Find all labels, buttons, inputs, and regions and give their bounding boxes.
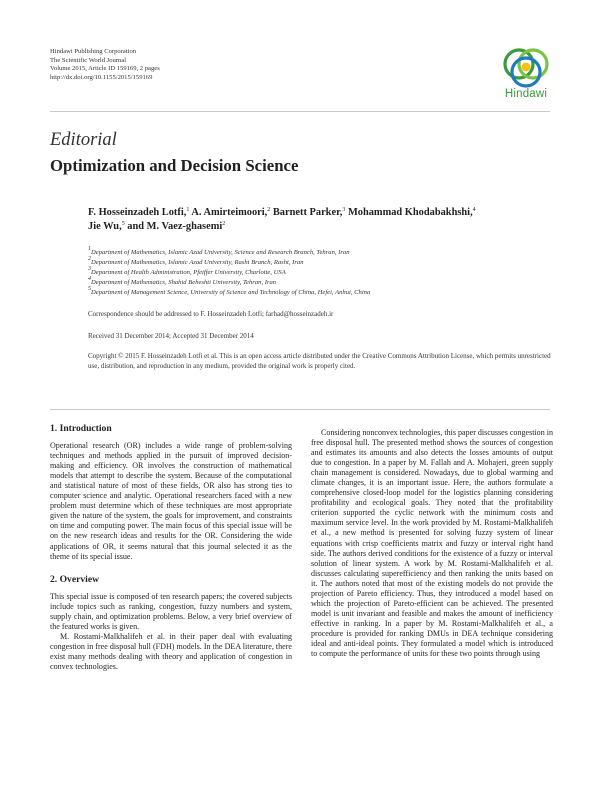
section-heading: 1. Introduction: [50, 423, 112, 434]
author-list: [88, 206, 558, 234]
author: Barnett Parker,$^3$: [272, 207, 346, 218]
journal-name: The Scientific World Journal: [50, 56, 127, 64]
paragraph: M. Rostami-Malkhalifeh et al. in their paper deal with evaluating congestion in free disposal hull (FDH) models. In the DEA literature, there exist many methods dealing with theory and application of congestion in convex technologies.: [50, 631, 292, 671]
paragraph: This special issue is composed of ten research papers; the covered subjects include topics such as ranking, congestion, fuzzy numbers and system, supply chain, and optimization problems. Below, a very brief overview of the featured works is given.: [50, 591, 292, 631]
volume-info: Volume 2015, Article ID 159169, 2 pages: [50, 65, 160, 73]
author-line-1: [88, 206, 558, 220]
paragraph: Considering nonconvex technologies, this paper discusses congestion in free disposal hull. The presented method shows the sources of congestion and estimates its amounts and also detects the losses amounts of output due to congestion. In a paper by M. Fallah and A. Mohajeri, green supply chain management is considered. Nowadays, due to global warming and climate changes, it is an important issue. Here, the authors formulate a comprehensive closed-loop model for the logistics planning considering profitability and ecological goals. They noted that the profitability criterion supported the cyclic network with the minimum costs and maximum service level. In the work provided by M. Rostami-Malkhalifeh et al., a new method is presented for solving fuzzy system of linear equations with crisp coefficients matrix and fuzzy or interval right hand side. The authors derived conditions for the existence of a fuzzy or interval solution of linear system. A work by M. Rostami-Malkhalifeh et al. discusses calculating superefficiency and then ranking the units based on it. The authors noted that most of the existing models do not provide the projection of Pareto efficiency. Thus, they introduced a model based on which the projection of Pareto-efficient can be achieved. The presented model is unit invariant and feasible and makes the amount of inefficiency effective in ranking. In a paper by M. Rostami-Malkhalifeh et al., a procedure is provided for ranking DMUs in DEA technique considering ideal and anti-ideal points. They formulated a model which is introduced to compute the performance of units for these two points through using: [311, 428, 553, 659]
hindawi-logo-icon: [498, 46, 554, 90]
hindawi-logo: [498, 46, 554, 104]
affiliation: $^1$Department of Mathematics, Islamic Azad University, Science and Research Branch, Tehran, Iran: [88, 246, 350, 256]
header-divider: [50, 111, 550, 112]
author: A. Amirteimoori,$^2$: [191, 207, 271, 218]
copyright-notice: Copyright © 2015 F. Hosseinzadeh Lotfi et al. This is an open access article distributed under the Creative Commons Attribution License, which permits unrestricted use, distribution, and reproduction in any medium, provided the original work is properly cited.: [88, 352, 551, 370]
section-heading: 2. Overview: [50, 573, 100, 585]
affiliation: $^5$Department of Management Science, University of Science and Technology of China, Hefei, Anhui, China: [88, 286, 371, 296]
article-type: Editorial: [50, 130, 117, 150]
author: Jie Wu,$^5$: [88, 221, 125, 232]
doi-link[interactable]: http://dx.doi.org/10.1155/2015/159169: [50, 73, 153, 81]
author: and M. Vaez-ghasemi$^2$: [127, 221, 226, 232]
article-title: Optimization and Decision Science: [50, 156, 299, 175]
affiliation: $^3$Department of Health Administration, Pfeiffer University, Charlotte, USA: [88, 266, 286, 276]
received-dates: Received 31 December 2014; Accepted 31 December 2014: [88, 332, 254, 340]
affiliation: $^2$Department of Mathematics, Islamic Azad University, Rasht Branch, Rasht, Iran: [88, 256, 304, 266]
paragraph: Operational research (OR) includes a wide range of problem-solving techniques and methods applied in the pursuit of improved decision-making and efficiency. OR involves the construction of mathematical models that attempt to describe the system. Because of the computational and statistical nature of most of these fields, OR also has strong ties to computer science and analytic. Operational researchers faced with a new problem must determine which of these techniques are most appropriate given the nature of the system, the goals for improvement, and constraints on time and computing power. The main focus of this special issue will be on the new research ideas and results for the OR. Considering the wide applications of OR, it seems natural that this journal selected it as the theme of its special issue.: [50, 441, 292, 561]
left-column: [50, 424, 292, 672]
affiliation: $^4$Department of Mathematics, Shahid Beheshti University, Tehran, Iran: [88, 276, 277, 286]
journal-header: [50, 48, 160, 82]
correspondence: Correspondence should be addressed to F. Hosseinzadeh Lotfi; farhad@hosseinzadeh.ir: [88, 310, 334, 318]
body-divider: [50, 409, 550, 410]
right-column: [311, 428, 553, 659]
author: Mohammad Khodabakhshi,$^4$: [347, 207, 476, 218]
author: F. Hosseinzadeh Lotfi,$^1$: [88, 207, 190, 218]
author-line-2: [88, 220, 558, 234]
affiliation-list: [88, 248, 568, 298]
hindawi-logo-text: Hindawi: [504, 88, 548, 100]
publisher-name: Hindawi Publishing Corporation: [50, 48, 137, 55]
